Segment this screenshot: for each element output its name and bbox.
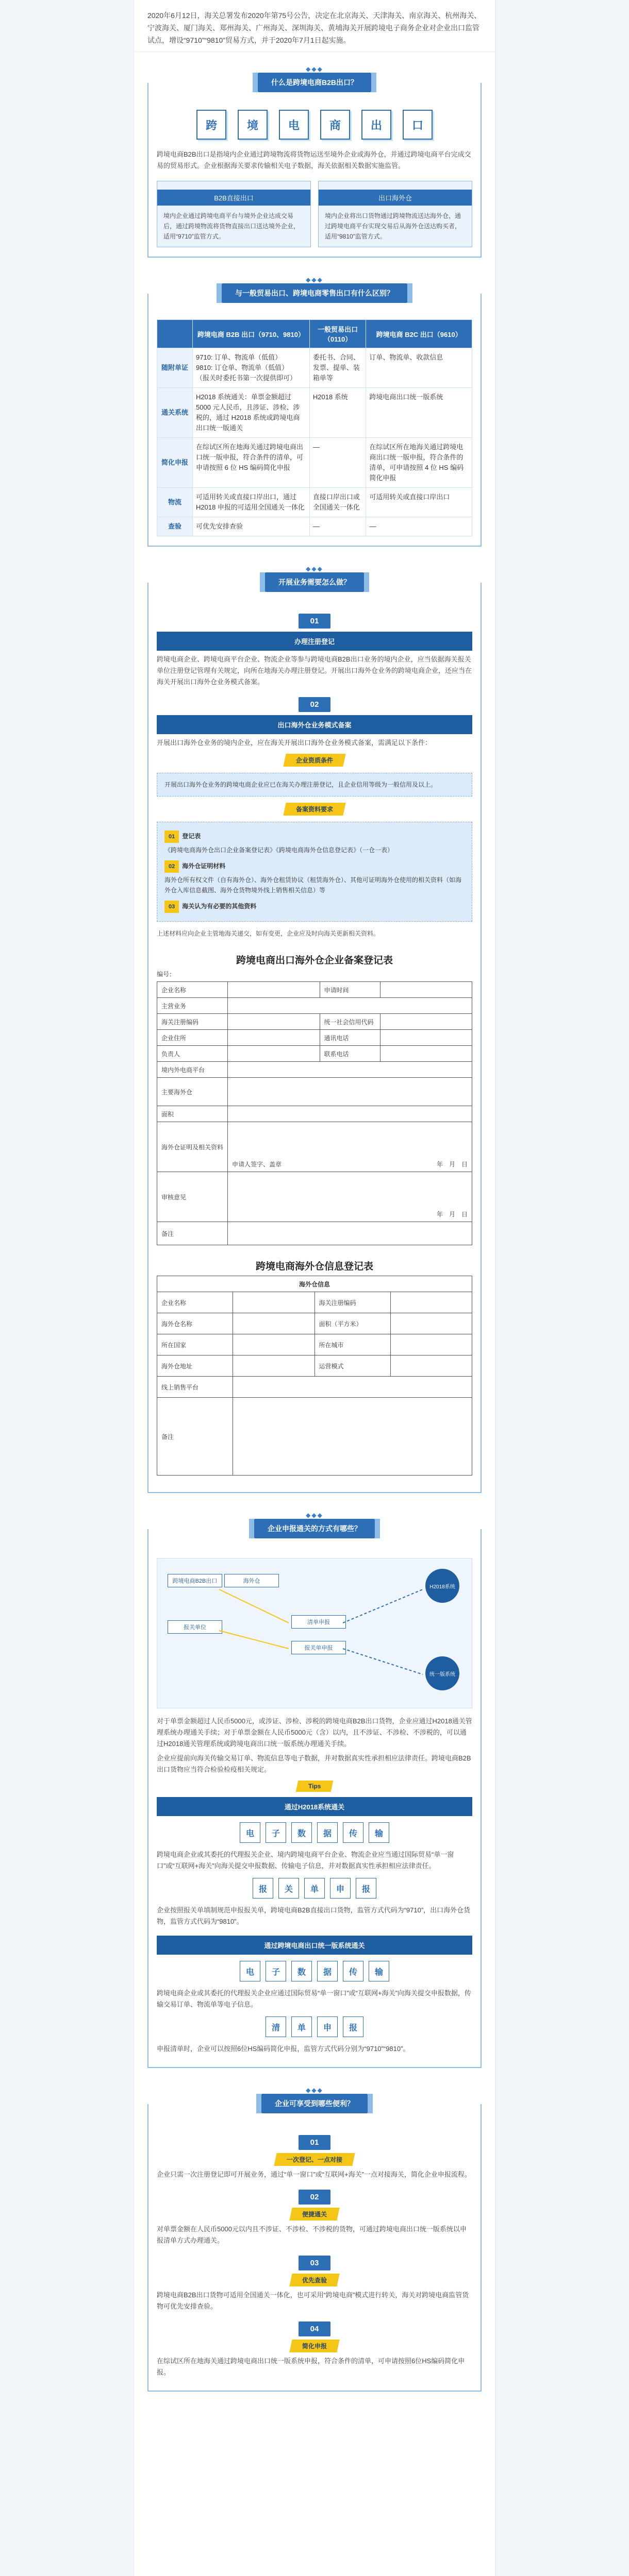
form-field[interactable] — [228, 1078, 472, 1106]
form-field[interactable] — [228, 1030, 320, 1045]
form-label: 备注 — [157, 1222, 228, 1245]
tile: 据 — [317, 1822, 338, 1843]
intro-paragraph: 2020年6月12日，海关总署发布2020年第75号公告，决定在北京海关、天津海关、南京海关、杭州海关、宁波海关、厦门海关、郑州海关、广州海关、深圳海关、黄埔海关开展跨境电子商务企业对企业出口监管试点，增设“9710”“9810”贸易方式，并于2020年7月1日起实施。 — [134, 0, 495, 52]
form-title: 跨境电商出口海外仓企业备案登记表 — [236, 955, 393, 966]
section-declaration — [147, 1512, 482, 2068]
label-badge: 备案资料要求 — [283, 803, 345, 816]
section-title: 企业申报通关的方式有哪些？ — [254, 1519, 375, 1538]
form-label: 海外仓地址 — [157, 1355, 233, 1376]
tile: 境 — [238, 110, 268, 140]
subsection-text: 企业按照报关单填制规范申报报关单，跨境电商B2B直接出口货物，监管方式代码为“9710”，出口海外仓货物，监管方式代码为“9810”。 — [157, 1906, 471, 1925]
form-label: 运营模式 — [315, 1355, 391, 1376]
table-row — [157, 488, 472, 517]
article-column — [134, 0, 495, 2576]
tile: 跨 — [196, 110, 226, 140]
benefit-number: 01 — [299, 2135, 330, 2150]
mini-tiles — [157, 1822, 472, 1843]
form-field[interactable] — [391, 1334, 472, 1355]
form-field[interactable] — [391, 1292, 472, 1313]
subsection-text: 跨境电商企业或其委托的代理报关企业应通过国际贸易“单一窗口”或“互联网+海关”向海关提交申报数据，传输交易订单、物流单等电子信息。 — [157, 1989, 471, 2008]
benefit-number: 04 — [299, 2321, 330, 2336]
tile: 数 — [291, 1961, 312, 1981]
form-label: 所在城市 — [315, 1334, 391, 1355]
tile: 电 — [240, 1961, 260, 1981]
tile: 口 — [403, 110, 433, 140]
material-item: 03 海关认为有必要的其他资料 — [164, 901, 465, 913]
benefit-label: 一次登记、一点对接 — [274, 2153, 355, 2166]
declaration-text: 对于单票金额超过人民币5000元，或涉证、涉检、涉税的跨境电商B2B出口货物，企业应通过H2018通关管理系统办理通关手续；对于单票金额在人民币5000元（含）以内，且不涉证、不涉检、不涉税的，可以通过H2018通关管理系统或跨境电商出口统一版系统办理通关手续。 — [157, 1717, 472, 1748]
section-title: 企业可享受到哪些便利？ — [261, 2094, 368, 2113]
form-field[interactable] — [233, 1334, 315, 1355]
benefit-label-wrap — [157, 2274, 472, 2286]
diagram-node: 报关单申报 — [291, 1641, 346, 1654]
form-field[interactable] — [380, 982, 472, 997]
table-cell: H2018 系统 — [309, 388, 366, 438]
label-wrap — [157, 803, 472, 816]
diagram-circle: 统一版系统 — [425, 1656, 459, 1690]
step-title: 出口海外仓业务模式备案 — [157, 715, 472, 734]
mode-card — [318, 181, 472, 247]
decor-dots: ◆◆◆ — [306, 276, 323, 283]
table-cell: H2018 系统通关：单票金额超过 5000 元人民币，且涉证、涉检、涉税的，通过 H2018 系统或跨境电商出口统一版通关 — [193, 388, 310, 438]
title-tiles — [157, 110, 472, 140]
card-title: 出口海外仓 — [319, 190, 472, 206]
tile: 报 — [356, 1878, 376, 1899]
step-text: 开展出口海外仓业务的境内企业，应在海关开展出口海外仓业务模式备案，需满足以下条件： — [157, 739, 432, 747]
benefit-text: 跨境电商B2B出口货物可适用全国通关一体化，也可采用“跨境电商”模式进行转关，海关对跨境电商监管货物可优先安排查验。 — [157, 2291, 469, 2310]
form-field[interactable] — [228, 1062, 472, 1077]
form-field[interactable] — [391, 1355, 472, 1376]
decor-dots: ◆◆◆ — [306, 1512, 323, 1519]
table-row — [157, 517, 472, 536]
form-field[interactable] — [233, 1398, 472, 1475]
diagram-node: 报关单位 — [168, 1620, 222, 1634]
mini-tiles — [157, 1878, 472, 1899]
table-cell: 直接口岸出口或全国通关一体化 — [309, 488, 366, 517]
benefit-text: 企业只需一次注册登记即可开展业务，通过“单一窗口”或“互联网+海关”一点对接海关，简化企业申报流程。 — [157, 2171, 471, 2178]
table-cell: 委托书、合同、发票、提单、装箱单等 — [309, 348, 366, 388]
benefit-number: 02 — [299, 2190, 330, 2205]
decor-dots: ◆◆◆ — [306, 565, 323, 572]
form-field[interactable] — [228, 1106, 472, 1122]
tile: 出 — [361, 110, 391, 140]
label-wrap — [157, 754, 472, 767]
table-cell: 可适用转关或直接口岸出口 — [366, 488, 472, 517]
declaration-text: 企业应提前向海关传输交易订单、物流信息等电子数据，并对数据真实性承担相应法律责任。跨境电商B2B出口货物应当符合检验检疫相关规定。 — [157, 1754, 471, 1773]
diagram-circle: H2018系统 — [425, 1569, 459, 1603]
section-title: 与一般贸易出口、跨境电商零售出口有什么区别？ — [222, 283, 407, 303]
tile: 申 — [317, 2016, 338, 2037]
form-field[interactable] — [228, 1046, 320, 1061]
form-number-label: 编号： — [157, 971, 176, 978]
form-field[interactable] — [380, 1030, 472, 1045]
form-label: 海关注册编码 — [315, 1292, 391, 1313]
table-row — [157, 348, 472, 388]
row-header: 通关系统 — [157, 388, 193, 438]
form-field[interactable] — [228, 998, 472, 1013]
benefit-label-wrap — [157, 2208, 472, 2221]
decor-dots: ◆◆◆ — [306, 2087, 323, 2094]
table-cell: — — [366, 517, 472, 536]
form-field[interactable] — [228, 1222, 472, 1245]
warehouse-form — [157, 1276, 472, 1476]
table-cell: 可优先安排查验 — [193, 517, 310, 536]
subsection-text: 申报清单时，企业可以按照6位HS编码简化申报，监管方式代码分别为“9710”“9810”。 — [157, 2045, 410, 2053]
subsection-title: 通过跨境电商出口统一版系统通关 — [157, 1936, 472, 1955]
diagram-node: 清单申报 — [291, 1615, 346, 1629]
form-title: 跨境电商海外仓信息登记表 — [255, 1261, 373, 1272]
benefit-text: 对单票金额在人民币5000元以内且不涉证、不涉检、不涉税的货物，可通过跨境电商出口统一版系统以申报清单方式办理通关。 — [157, 2225, 467, 2244]
benefit-label-wrap — [157, 2340, 472, 2352]
mini-tiles — [157, 2016, 472, 2037]
form-label: 备注 — [157, 1398, 233, 1475]
table-row — [157, 438, 472, 488]
form-label: 申请时间 — [320, 982, 380, 997]
tile: 商 — [320, 110, 350, 140]
card-text: 境内企业将出口货物通过跨境物流送达海外仓，通过跨境电商平台实现交易后从海外仓送达购买者，适用“9810”监管方式。 — [325, 212, 461, 240]
form-label: 通讯电话 — [320, 1030, 380, 1045]
form-field[interactable] — [380, 1014, 472, 1029]
diagram-node: 海外仓 — [224, 1574, 279, 1587]
form-label: 企业住所 — [157, 1030, 228, 1045]
form-field[interactable] — [228, 1014, 320, 1029]
comparison-table — [157, 319, 472, 536]
form-label: 企业名称 — [157, 1292, 233, 1313]
form-label: 所在国家 — [157, 1334, 233, 1355]
form-subtitle: 海外仓信息 — [299, 1280, 330, 1288]
mode-cards — [157, 181, 472, 247]
tile: 数 — [291, 1822, 312, 1843]
tile: 报 — [343, 2016, 363, 2037]
diagram-node: 跨境电商B2B出口 — [168, 1574, 222, 1587]
conditions-box: 开展出口海外仓业务的跨境电商企业应已在海关办理注册登记，且企业信用等级为一般信用及以上。 — [157, 773, 472, 796]
table-cell: 9710: 订单、物流单（低值） 9810: 订仓单、物流单（低值） （报关时委托书第一次提供即可） — [193, 348, 310, 388]
form-label: 面积 — [157, 1106, 228, 1122]
form-label: 主要海外仓 — [157, 1078, 228, 1106]
form-label: 统一社会信用代码 — [320, 1014, 380, 1029]
form-field[interactable] — [233, 1292, 315, 1313]
form-field[interactable] — [391, 1313, 472, 1334]
table-cell: — — [309, 438, 366, 488]
form-label: 联系电话 — [320, 1046, 380, 1061]
table-cell: 在综试区所在地海关通过跨境电商出口统一版申报，符合条件的清单，可申请按照 6 位 HS 编码简化申报 — [193, 438, 310, 488]
form-label: 海外仓名称 — [157, 1313, 233, 1334]
form-label: 审核意见 — [157, 1172, 228, 1222]
material-item: 02 海外仓证明材料 — [164, 860, 465, 873]
step-text: 跨境电商企业、跨境电商平台企业、物流企业等参与跨境电商B2B出口业务的境内企业，应当依据海关报关单位注册登记管理有关规定，向所在地海关办理注册登记。开展出口海外仓业务的跨境电商企业，还应当在海关开展出口海外仓业务模式备案。 — [157, 655, 472, 686]
tile: 单 — [291, 2016, 312, 2037]
form-label: 主营业务 — [157, 998, 228, 1013]
step-number: 01 — [299, 614, 330, 629]
form-field[interactable]: 年 月 日 — [436, 1211, 468, 1218]
tile: 电 — [240, 1822, 260, 1843]
material-detail: 《跨境电商海外仓出口企业备案登记表》《跨境电商海外仓信息登记表》（一仓一表） — [164, 846, 394, 854]
tile: 传 — [343, 1822, 363, 1843]
materials-box — [157, 822, 472, 922]
table-cell: 在综试区所在地海关通过跨境电商出口统一版申报，符合条件的清单，可申请按照 4 位 HS 编码简化申报 — [366, 438, 472, 488]
form-field[interactable] — [233, 1313, 315, 1334]
card-title: B2B直接出口 — [157, 190, 310, 206]
label-badge: 企业资质条件 — [283, 754, 345, 767]
subsection-title: 通过H2018系统通关 — [157, 1797, 472, 1816]
table-cell: — — [309, 517, 366, 536]
row-header: 物流 — [157, 488, 193, 517]
table-header: 一般贸易出口（0110） — [309, 320, 366, 348]
item-chip: 03 — [164, 901, 179, 913]
subsection-text: 跨境电商企业或其委托的代理报关企业、境内跨境电商平台企业、物流企业应当通过国际贸易“单一窗口”或“互联网+海关”向海关提交申报数据、传输电子信息，并对数据真实性承担相应法律责任。 — [157, 1851, 454, 1870]
table-cell: 跨境电商出口统一版系统 — [366, 388, 472, 438]
form-field[interactable] — [380, 1046, 472, 1061]
mini-tiles — [157, 1961, 472, 1981]
tile: 关 — [278, 1878, 299, 1899]
tile: 申 — [330, 1878, 351, 1899]
section-benefits — [147, 2087, 482, 2392]
tips-badge: Tips — [295, 1781, 333, 1792]
form-label: 海关注册编码 — [157, 1014, 228, 1029]
table-header: 跨境电商 B2C 出口（9610） — [366, 320, 472, 348]
material-item: 01 登记表 — [164, 831, 465, 843]
section-what-is — [147, 65, 482, 258]
form-field[interactable] — [233, 1377, 472, 1397]
tile: 子 — [266, 1822, 286, 1843]
item-chip: 02 — [164, 860, 179, 873]
form-field[interactable] — [233, 1355, 315, 1376]
note-text: 上述材料应向企业主管地海关递交，如有变更，企业应及时向海关更新相关资料。 — [157, 930, 380, 937]
benefit-number: 03 — [299, 2256, 330, 2270]
tile: 报 — [253, 1878, 273, 1899]
tile: 输 — [369, 1961, 389, 1981]
form-field[interactable]: 申请人签字、盖章 年 月 日 — [232, 1161, 468, 1168]
row-header: 简化申报 — [157, 438, 193, 488]
tile: 传 — [343, 1961, 363, 1981]
tile: 单 — [304, 1878, 325, 1899]
row-header: 随附单证 — [157, 348, 193, 388]
process-diagram — [157, 1558, 472, 1708]
tile: 输 — [369, 1822, 389, 1843]
definition-text: 跨境电商B2B出口是指境内企业通过跨境物流将货物运送至境外企业或海外仓，并通过跨境电商平台完成交易的贸易形式。企业根据海关要求传输相关电子数据，海关依据相关数据实施监管。 — [157, 150, 471, 170]
benefit-label-wrap — [157, 2153, 472, 2166]
decor-dots: ◆◆◆ — [306, 65, 323, 73]
material-detail: 海外仓所有权文件（自有海外仓）、海外仓租赁协议（租赁海外仓）、其他可证明海外仓使用的相关资料（如海外仓入库信息截图、海外仓货物境外线上销售相关信息）等 — [164, 876, 462, 894]
benefit-label: 简化申报 — [289, 2340, 339, 2352]
mode-card — [157, 181, 311, 247]
table-cell: 可适用转关或直接口岸出口，通过 H2018 申报的可适用全国通关一体化 — [193, 488, 310, 517]
table-row — [157, 388, 472, 438]
row-header: 查验 — [157, 517, 193, 536]
tips-wrap — [157, 1781, 472, 1792]
section-title: 什么是跨境电商B2B出口？ — [258, 73, 371, 92]
benefit-label: 优先查验 — [289, 2274, 339, 2286]
benefit-label: 便捷通关 — [289, 2208, 339, 2221]
table-cell: 订单、物流单、收款信息 — [366, 348, 472, 388]
section-how-to — [147, 565, 482, 1493]
step-number: 02 — [299, 697, 330, 712]
tile: 据 — [317, 1961, 338, 1981]
registration-form — [157, 981, 472, 1245]
card-text: 境内企业通过跨境电商平台与境外企业达成交易后，通过跨境物流将货物直接出口送达境外企业，适用“9710”监管方式。 — [163, 212, 300, 240]
tile: 电 — [279, 110, 309, 140]
table-header: 跨境电商 B2B 出口（9710、9810） — [193, 320, 310, 348]
form-field[interactable] — [228, 982, 320, 997]
benefit-text: 在综试区所在地海关通过跨境电商出口统一版系统申报，符合条件的清单，可申请按照6位HS编码简化申报。 — [157, 2357, 465, 2376]
section-title: 开展业务需要怎么做？ — [265, 572, 364, 592]
form-label: 线上销售平台 — [157, 1377, 233, 1397]
form-label: 企业名称 — [157, 982, 228, 997]
section-comparison — [147, 276, 482, 547]
table-header — [157, 320, 193, 348]
step-title: 办理注册登记 — [157, 632, 472, 651]
form-label: 境内外电商平台 — [157, 1062, 228, 1077]
tile: 子 — [266, 1961, 286, 1981]
form-label: 海外仓证明及相关资料 — [157, 1122, 228, 1172]
diagram-arrows — [157, 1558, 483, 1708]
form-label: 负责人 — [157, 1046, 228, 1061]
form-label: 面积（平方米） — [315, 1313, 391, 1334]
tile: 清 — [266, 2016, 286, 2037]
item-chip: 01 — [164, 831, 179, 843]
